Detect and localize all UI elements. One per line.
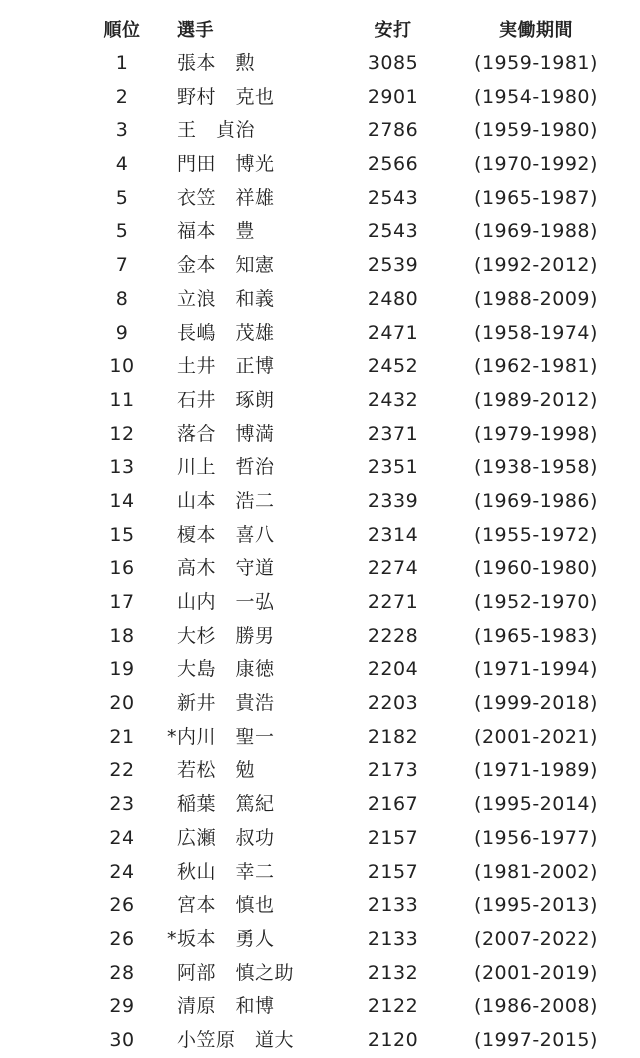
hits-ranking-table	[0, 14, 640, 1058]
hits-cell: 3085	[367, 52, 419, 74]
period-cell: (1938-1958)	[474, 456, 598, 479]
table-row	[0, 451, 640, 485]
player-name-cell: 宮本 慎也	[177, 894, 275, 917]
active-player-mark: *	[167, 725, 177, 748]
period-cell: (2001-2019)	[474, 961, 598, 984]
table-header	[0, 14, 640, 47]
hits-cell: 2228	[367, 624, 419, 647]
player-name-cell: 福本 豊	[177, 220, 256, 243]
player-name-cell: 清原 和博	[177, 995, 275, 1018]
hits-cell: 2203	[367, 692, 419, 715]
table-row	[0, 182, 640, 216]
table-row	[0, 889, 640, 923]
hits-cell: 2182	[367, 725, 419, 748]
header-period: 実働期間	[499, 20, 573, 41]
table-row	[0, 249, 640, 283]
player-name-cell: 衣笠 祥雄	[177, 186, 275, 209]
period-cell: (2007-2022)	[474, 927, 598, 950]
period-cell: (1965-1987)	[474, 186, 598, 209]
period-cell: (1955-1972)	[474, 523, 598, 546]
table-row	[0, 384, 640, 418]
header-player: 選手	[177, 20, 214, 41]
table-row	[0, 519, 640, 553]
table-row	[0, 721, 640, 755]
player-name-cell: 広瀬 叔功	[177, 826, 275, 849]
hits-cell: 2204	[367, 658, 419, 681]
rank-cell: 3	[115, 119, 129, 142]
period-cell: (1956-1977)	[474, 826, 598, 849]
player-name-cell: 落合 博満	[177, 422, 275, 445]
rank-cell: 5	[115, 220, 129, 243]
rank-cell: 30	[109, 1028, 135, 1051]
table-row	[0, 990, 640, 1024]
rank-cell: 24	[109, 860, 135, 883]
period-cell: (1999-2018)	[474, 692, 598, 715]
period-cell: (1952-1970)	[474, 591, 598, 613]
header-rank: 順位	[103, 20, 141, 41]
table-row	[0, 114, 640, 148]
period-cell: (1981-2002)	[474, 860, 598, 883]
period-cell: (1969-1988)	[474, 220, 598, 243]
table-row	[0, 317, 640, 351]
player-name-cell: 王 貞治	[177, 119, 256, 142]
rank-cell: 28	[109, 961, 135, 984]
table-row	[0, 788, 640, 822]
player-name-cell: 土井 正博	[177, 355, 275, 378]
hits-cell: 2480	[367, 287, 419, 310]
rank-cell: 21	[109, 725, 135, 748]
table-row	[0, 485, 640, 519]
player-name-cell: 張本 勲	[177, 52, 256, 74]
player-name-cell: 榎本 喜八	[177, 523, 275, 546]
table-row	[0, 418, 640, 452]
hits-cell: 2901	[367, 85, 419, 108]
rank-cell: 18	[109, 624, 135, 647]
rank-cell: 11	[109, 388, 135, 411]
period-cell: (1960-1980)	[474, 557, 598, 580]
period-cell: (1954-1980)	[474, 85, 598, 108]
hits-cell: 2471	[367, 321, 419, 344]
rank-cell: 17	[109, 591, 135, 613]
table-row	[0, 923, 640, 957]
hits-cell: 2539	[367, 254, 419, 277]
hits-cell: 2371	[367, 422, 419, 445]
period-cell: (1997-2015)	[474, 1028, 598, 1051]
hits-cell: 2314	[367, 523, 419, 546]
period-cell: (2001-2021)	[474, 725, 598, 748]
rank-cell: 4	[115, 153, 129, 176]
hits-cell: 2120	[367, 1028, 419, 1051]
player-name-cell: 門田 博光	[177, 153, 275, 176]
player-name-cell: 坂本 勇人	[177, 927, 275, 950]
hits-cell: 2167	[367, 793, 419, 816]
hits-cell: 2133	[367, 894, 419, 917]
rank-cell: 20	[109, 692, 135, 715]
rank-cell: 10	[109, 355, 135, 378]
rank-cell: 2	[115, 85, 129, 108]
rank-cell: 19	[109, 658, 135, 681]
hits-cell: 2432	[367, 388, 419, 411]
rank-cell: 26	[109, 894, 135, 917]
rank-cell: 9	[115, 321, 129, 344]
rank-cell: 22	[109, 759, 135, 782]
rank-cell: 24	[109, 826, 135, 849]
rank-cell: 14	[109, 489, 135, 512]
table-row	[0, 586, 640, 620]
table-row	[0, 81, 640, 115]
hits-cell: 2566	[367, 153, 419, 176]
period-cell: (1988-2009)	[474, 287, 598, 310]
player-name-cell: 長嶋 茂雄	[177, 321, 275, 344]
player-name-cell: 阿部 慎之助	[177, 961, 295, 984]
player-name-cell: 大島 康徳	[177, 658, 275, 681]
period-cell: (1995-2013)	[474, 894, 598, 917]
rank-cell: 23	[109, 793, 135, 816]
table-row	[0, 754, 640, 788]
hits-cell: 2786	[367, 119, 419, 142]
period-cell: (1989-2012)	[474, 388, 598, 411]
player-name-cell: 山内 一弘	[177, 591, 275, 613]
player-name-cell: 小笠原 道大	[177, 1028, 295, 1051]
rank-cell: 12	[109, 422, 135, 445]
hits-cell: 2132	[367, 961, 419, 984]
table-row	[0, 957, 640, 991]
player-name-cell: 野村 克也	[177, 85, 275, 108]
period-cell: (1969-1986)	[474, 489, 598, 512]
period-cell: (1971-1994)	[474, 658, 598, 681]
hits-cell: 2351	[367, 456, 419, 479]
hits-cell: 2173	[367, 759, 419, 782]
period-cell: (1965-1983)	[474, 624, 598, 647]
player-name-cell: 山本 浩二	[177, 489, 275, 512]
player-name-cell: 稲葉 篤紀	[177, 793, 275, 816]
player-name-cell: 新井 貴浩	[177, 692, 275, 715]
rank-cell: 8	[115, 287, 129, 310]
player-name-cell: 立浪 和義	[177, 287, 275, 310]
period-cell: (1986-2008)	[474, 995, 598, 1018]
hits-cell: 2122	[367, 995, 419, 1018]
period-cell: (1959-1980)	[474, 119, 598, 142]
hits-cell: 2274	[367, 557, 419, 580]
hits-cell: 2157	[367, 826, 419, 849]
table-row	[0, 283, 640, 317]
period-cell: (1959-1981)	[474, 52, 598, 74]
rank-cell: 29	[109, 995, 135, 1018]
period-cell: (1992-2012)	[474, 254, 598, 277]
table-body	[0, 47, 640, 1058]
hits-cell: 2133	[367, 927, 419, 950]
rank-cell: 1	[115, 52, 129, 74]
rank-cell: 26	[109, 927, 135, 950]
table-row	[0, 552, 640, 586]
player-name-cell: 大杉 勝男	[177, 624, 275, 647]
table-row	[0, 822, 640, 856]
table-row	[0, 1024, 640, 1058]
table-row	[0, 215, 640, 249]
period-cell: (1995-2014)	[474, 793, 598, 816]
player-name-cell: 若松 勉	[177, 759, 256, 782]
period-cell: (1970-1992)	[474, 153, 598, 176]
hits-cell: 2271	[367, 591, 419, 613]
player-name-cell: 高木 守道	[177, 557, 275, 580]
hits-cell: 2157	[367, 860, 419, 883]
table-row	[0, 620, 640, 654]
rank-cell: 13	[109, 456, 135, 479]
rank-cell: 5	[115, 186, 129, 209]
table-row	[0, 687, 640, 721]
hits-cell: 2543	[367, 220, 419, 243]
rank-cell: 7	[115, 254, 129, 277]
player-name-cell: 川上 哲治	[177, 456, 275, 479]
player-name-cell: 内川 聖一	[177, 725, 275, 748]
player-name-cell: 金本 知憲	[177, 254, 275, 277]
hits-cell: 2543	[367, 186, 419, 209]
hits-cell: 2339	[367, 489, 419, 512]
player-name-cell: 石井 琢朗	[177, 388, 275, 411]
player-name-cell: 秋山 幸二	[177, 860, 275, 883]
table-row	[0, 856, 640, 890]
table-row	[0, 47, 640, 81]
period-cell: (1958-1974)	[474, 321, 598, 344]
rank-cell: 15	[109, 523, 135, 546]
table-row	[0, 350, 640, 384]
active-player-mark: *	[167, 927, 177, 950]
period-cell: (1971-1989)	[474, 759, 598, 782]
table-row	[0, 148, 640, 182]
period-cell: (1979-1998)	[474, 422, 598, 445]
hits-cell: 2452	[367, 355, 419, 378]
period-cell: (1962-1981)	[474, 355, 598, 378]
table-row	[0, 653, 640, 687]
header-hits: 安打	[374, 20, 412, 41]
rank-cell: 16	[109, 557, 135, 580]
